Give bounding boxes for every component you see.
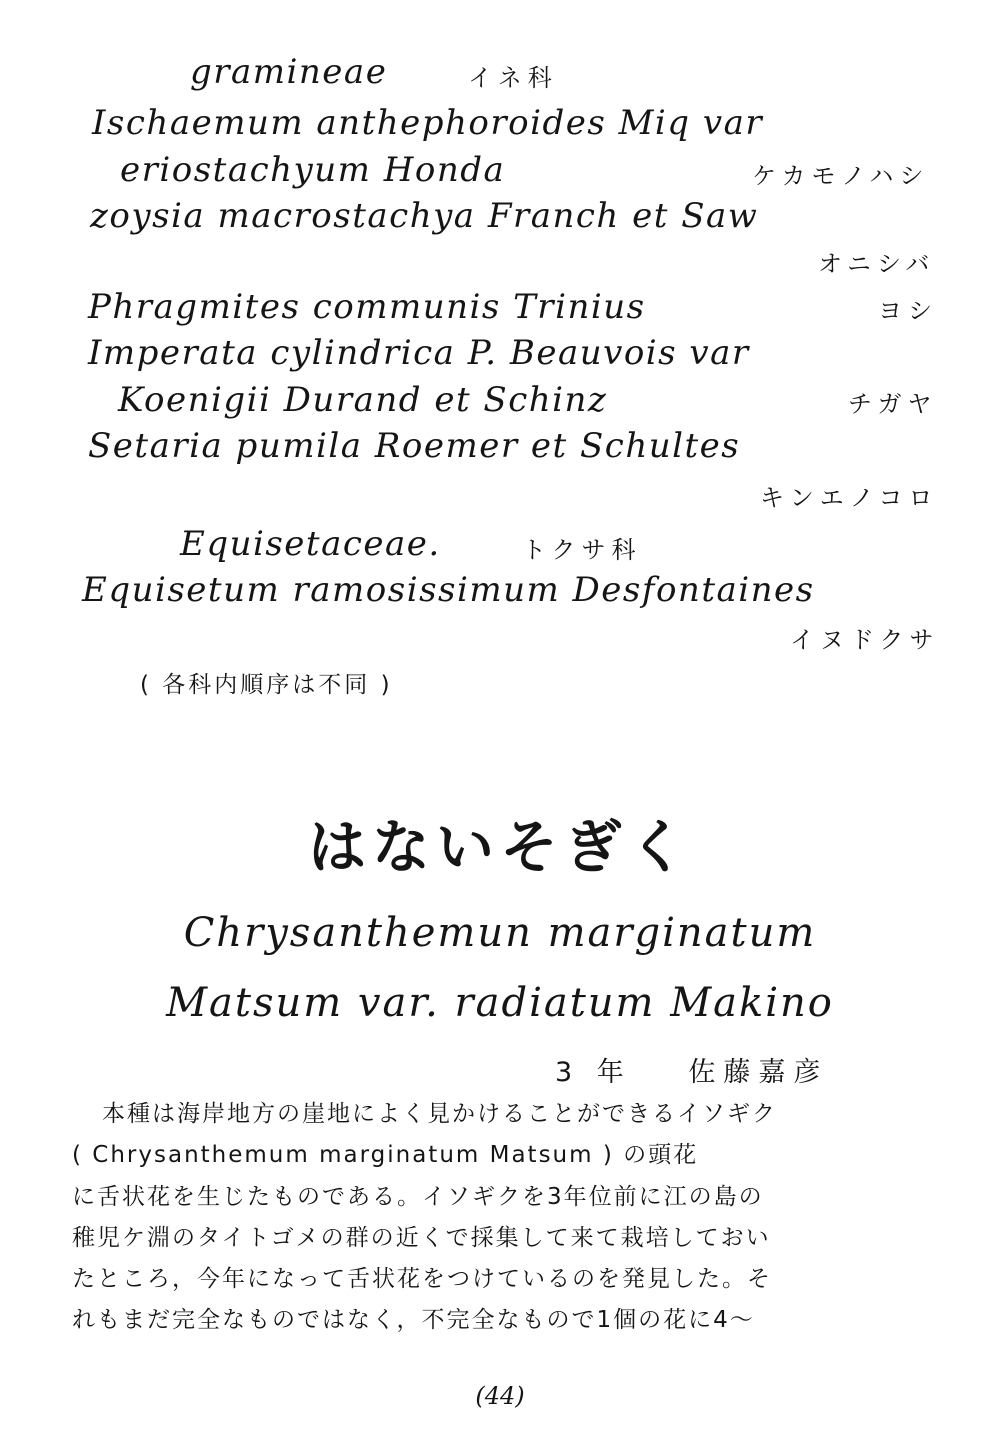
family-name-jp: イネ科 (468, 64, 558, 92)
author-grade: 3 年 (555, 1057, 632, 1088)
species-name: zoysia macrostachya Franch et Saw (90, 196, 759, 236)
body-line: 本種は海岸地方の崖地によく見かけることができるイソギク (102, 1101, 777, 1127)
species-entry (0, 103, 1000, 143)
species-name-jp: キンエノコロ (760, 484, 939, 512)
scientific-name-line1: Chrysanthemun marginatum (183, 910, 817, 956)
author-line (555, 1050, 828, 1089)
family-name-jp: トクサ科 (522, 536, 642, 564)
species-jp-row (0, 240, 1000, 280)
family-name: gramineae (190, 52, 388, 92)
body-line: 稚児ケ淵のタイトゴメの群の近くで採集して来て栽培しておい (72, 1224, 771, 1251)
species-entry (0, 287, 1000, 327)
family-header (0, 524, 1000, 564)
species-name: Imperata cylindrica P. Beauvois var (88, 333, 750, 373)
scientific-name-line2: Matsum var. radiatum Makino (166, 980, 834, 1026)
species-name: Phragmites communis Trinius (88, 287, 646, 327)
article-body (72, 1094, 932, 1342)
article-title: はないそぎく (307, 813, 692, 881)
body-line: ( Chrysanthemum marginatum Matsum ) の頭花 (72, 1142, 699, 1169)
order-note: ( 各科内順序は不同 ) (140, 672, 393, 698)
author-name: 佐藤嘉彦 (688, 1057, 829, 1088)
species-name-cont: eriostachyum Honda (120, 150, 506, 190)
body-line: に舌状花を生じたものである。イソギクを3年位前に江の島の (72, 1183, 764, 1210)
species-jp-row (0, 616, 1000, 656)
species-name: Setaria pumila Roemer et Schultes (88, 426, 741, 466)
species-entry (0, 196, 1000, 236)
species-name-jp: チガヤ (848, 390, 938, 418)
body-line: たところ，今年になって舌状花をつけているのを発見した。そ (72, 1266, 772, 1293)
species-name: Ischaemum anthephoroides Miq var (92, 103, 764, 143)
species-name-jp: オニシバ (818, 250, 936, 278)
species-name-jp: イヌドクサ (790, 626, 940, 654)
species-entry (0, 426, 1000, 466)
species-name-cont: Koenigii Durand et Schinz (118, 380, 608, 420)
species-entry-continued (0, 380, 1000, 420)
family-header (0, 52, 1000, 92)
family-name: Equisetaceae. (180, 524, 441, 564)
species-name: Equisetum ramosissimum Desfontaines (82, 570, 815, 610)
species-name-jp: ヨシ (878, 297, 938, 325)
page-number: (44) (475, 1382, 525, 1410)
body-line: れもまだ完全なものではなく，不完全なもので1個の花に4～ (72, 1307, 755, 1334)
species-entry (0, 333, 1000, 373)
species-jp-row (0, 474, 1000, 514)
species-entry (0, 570, 1000, 610)
species-entry-continued (0, 150, 1000, 190)
species-name-jp: ケカモノハシ (752, 162, 930, 190)
